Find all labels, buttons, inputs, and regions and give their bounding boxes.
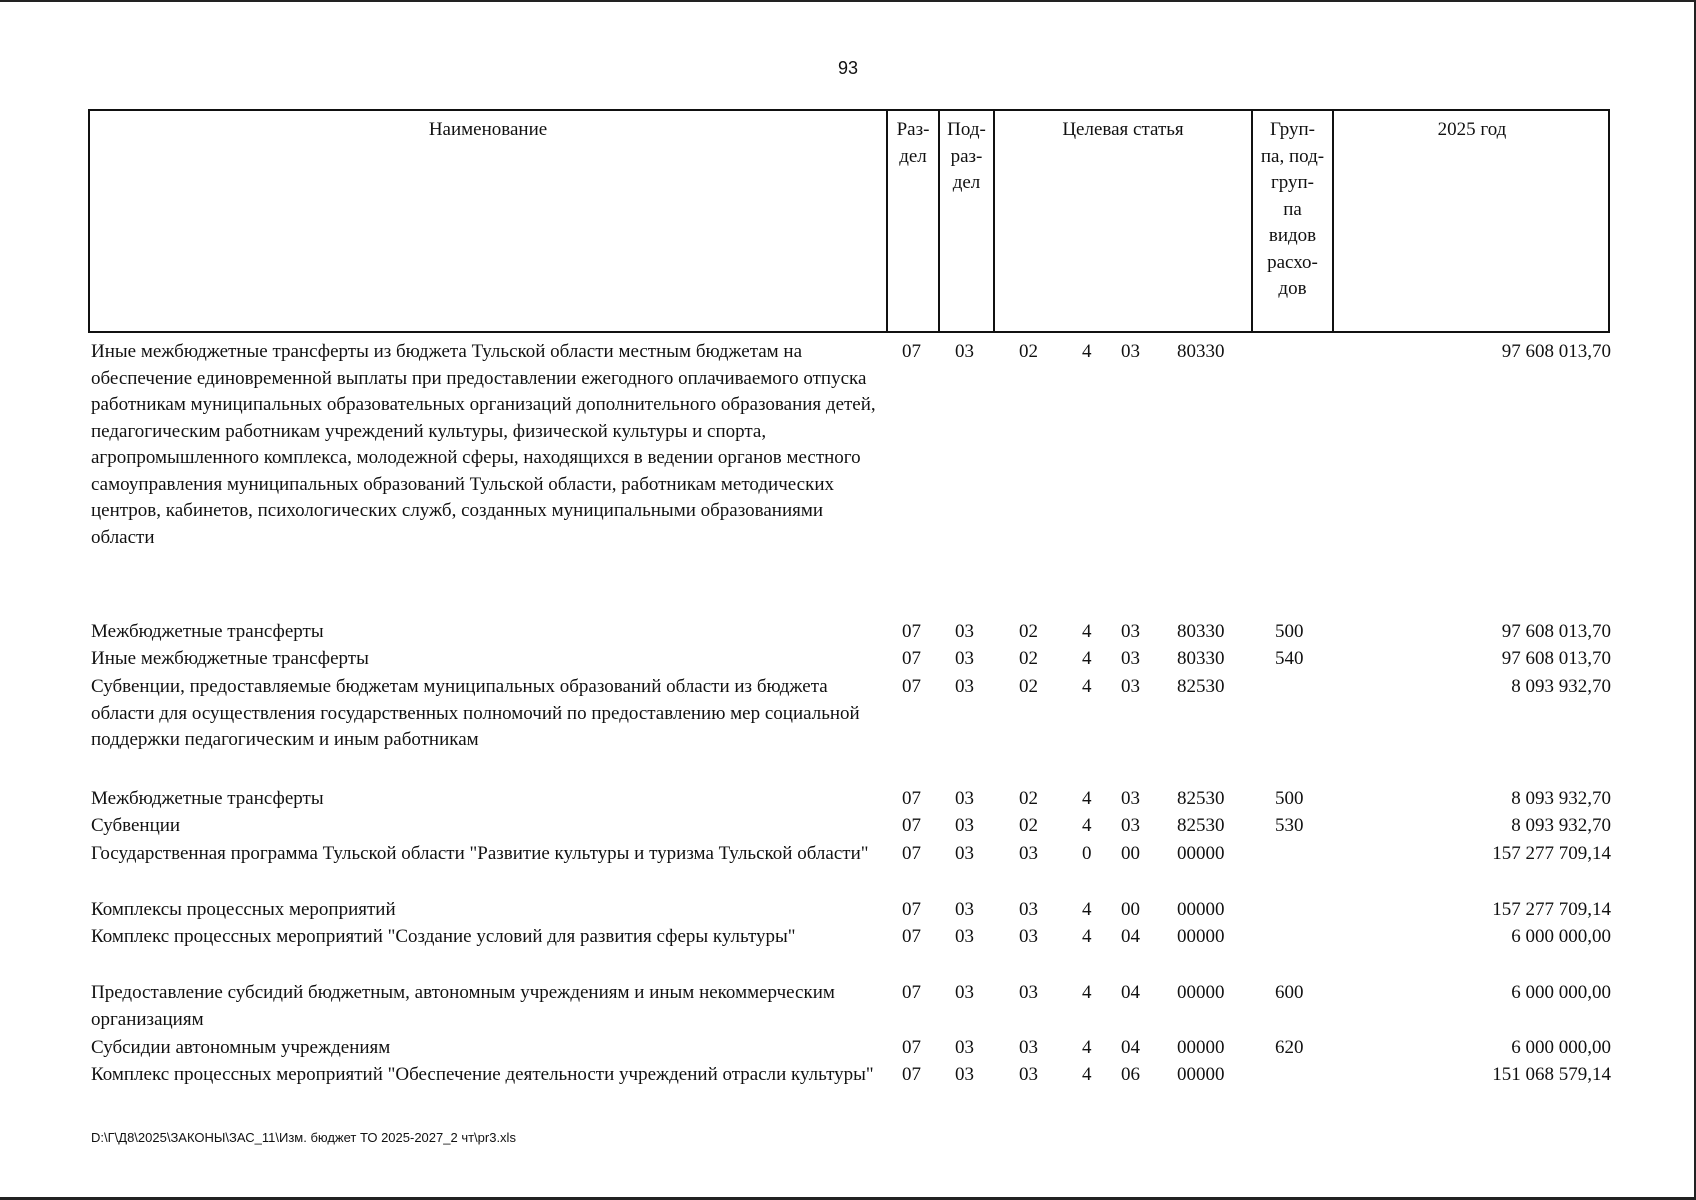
row-amount: 6 000 000,00 <box>1511 1037 1611 1058</box>
row-vid: 500 <box>1275 621 1304 642</box>
row-amount: 97 608 013,70 <box>1501 341 1611 362</box>
row-cs-program: 03 <box>1019 982 1038 1003</box>
row-cs-direction: 82530 <box>1177 815 1225 836</box>
row-name: Комплекс процессных мероприятий "Создание условий для развития сферы культуры" <box>91 926 796 947</box>
row-amount: 6 000 000,00 <box>1511 982 1611 1003</box>
header-podrazdel: Под- раз- дел <box>947 119 986 193</box>
row-razdel: 07 <box>902 982 921 1003</box>
page-number: 93 <box>837 58 859 78</box>
row-name: Межбюджетные трансферты <box>91 788 324 809</box>
scan-border-top <box>0 0 1696 2</box>
table-header <box>88 109 1610 333</box>
row-amount: 157 277 709,14 <box>1492 843 1611 864</box>
row-razdel: 07 <box>902 648 921 669</box>
row-cs-element: 03 <box>1121 621 1140 642</box>
row-razdel: 07 <box>902 341 921 362</box>
header-gruppa-vidov-rashodov: Груп- па, под- груп- па видов расхо- дов <box>1260 119 1325 299</box>
row-razdel: 07 <box>902 788 921 809</box>
row-cs-direction: 80330 <box>1177 341 1225 362</box>
row-razdel: 07 <box>902 899 921 920</box>
row-cs-program: 02 <box>1019 341 1038 362</box>
row-cs-program: 02 <box>1019 815 1038 836</box>
row-name: Межбюджетные трансферты <box>91 621 324 642</box>
row-cs-type: 4 <box>1082 648 1092 669</box>
row-razdel: 07 <box>902 843 921 864</box>
row-podrazdel: 03 <box>955 899 974 920</box>
row-cs-type: 4 <box>1082 982 1092 1003</box>
row-vid: 530 <box>1275 815 1304 836</box>
row-cs-element: 03 <box>1121 788 1140 809</box>
row-name: Комплекс процессных мероприятий "Обеспечение деятельности учреждений отрасли культуры" <box>91 1064 874 1085</box>
row-podrazdel: 03 <box>955 621 974 642</box>
header-name: Наименование <box>428 119 548 140</box>
row-name: Иные межбюджетные трансферты из бюджета Тульской области местным бюджетам на обеспечение единовременной выплаты при предоставлении ежегодного оплачиваемого отпуска работникам муниципальных образовательных организаций дополнительного образования детей, педагогическим работникам учреждений культуры, физической культуры и спорта, агропромышленного комплекса, молодежной сферы, находящихся в ведении органов местного самоуправления муниципальных образований Тульской области, работникам методических центров, кабинетов, психологических служб, созданных муниципальными образованиями области <box>91 341 876 548</box>
row-razdel: 07 <box>902 621 921 642</box>
row-vid: 540 <box>1275 648 1304 669</box>
header-celevaya-statya: Целевая статья <box>1062 119 1184 140</box>
row-vid: 620 <box>1275 1037 1304 1058</box>
row-razdel: 07 <box>902 815 921 836</box>
row-cs-element: 03 <box>1121 648 1140 669</box>
row-cs-direction: 00000 <box>1177 899 1225 920</box>
row-vid: 600 <box>1275 982 1304 1003</box>
row-amount: 8 093 932,70 <box>1511 815 1611 836</box>
row-razdel: 07 <box>902 1037 921 1058</box>
row-cs-element: 04 <box>1121 926 1140 947</box>
row-cs-type: 4 <box>1082 1064 1092 1085</box>
row-cs-type: 4 <box>1082 621 1092 642</box>
row-cs-element: 04 <box>1121 982 1140 1003</box>
row-amount: 97 608 013,70 <box>1501 621 1611 642</box>
row-cs-type: 4 <box>1082 926 1092 947</box>
row-cs-program: 02 <box>1019 621 1038 642</box>
row-name: Иные межбюджетные трансферты <box>91 648 369 669</box>
row-cs-direction: 80330 <box>1177 621 1225 642</box>
row-name: Государственная программа Тульской области "Развитие культуры и туризма Тульской области" <box>91 843 869 864</box>
row-cs-direction: 82530 <box>1177 676 1225 697</box>
row-cs-element: 03 <box>1121 341 1140 362</box>
row-cs-type: 4 <box>1082 788 1092 809</box>
row-amount: 6 000 000,00 <box>1511 926 1611 947</box>
row-razdel: 07 <box>902 1064 921 1085</box>
row-cs-direction: 00000 <box>1177 1064 1225 1085</box>
row-cs-program: 02 <box>1019 648 1038 669</box>
row-amount: 151 068 579,14 <box>1492 1064 1611 1085</box>
row-cs-element: 00 <box>1121 899 1140 920</box>
row-cs-element: 00 <box>1121 843 1140 864</box>
row-amount: 8 093 932,70 <box>1511 788 1611 809</box>
row-cs-direction: 80330 <box>1177 648 1225 669</box>
row-podrazdel: 03 <box>955 926 974 947</box>
header-year: 2025 год <box>1437 119 1507 140</box>
row-name: Субвенции, предоставляемые бюджетам муниципальных образований области из бюджета области для осуществления государственных полномочий по предоставлению мер социальной поддержки педагогическим и иным работникам <box>91 676 860 750</box>
row-cs-direction: 00000 <box>1177 1037 1225 1058</box>
row-podrazdel: 03 <box>955 341 974 362</box>
row-amount: 97 608 013,70 <box>1501 648 1611 669</box>
row-name: Предоставление субсидий бюджетным, автономным учреждениям и иным некоммерческим организациям <box>91 982 835 1030</box>
row-cs-program: 03 <box>1019 1037 1038 1058</box>
row-cs-direction: 00000 <box>1177 926 1225 947</box>
row-name: Комплексы процессных мероприятий <box>91 899 396 920</box>
row-cs-type: 4 <box>1082 341 1092 362</box>
row-name: Субвенции <box>91 815 181 836</box>
row-cs-program: 03 <box>1019 926 1038 947</box>
row-podrazdel: 03 <box>955 1037 974 1058</box>
row-podrazdel: 03 <box>955 1064 974 1085</box>
file-path-footer: D:\Г\Д8\2025\ЗАКОНЫ\ЗАС_11\Изм. бюджет ТО 2025-2027_2 чт\pr3.xls <box>91 1130 516 1145</box>
row-cs-element: 04 <box>1121 1037 1140 1058</box>
row-vid: 500 <box>1275 788 1304 809</box>
row-cs-program: 02 <box>1019 788 1038 809</box>
row-cs-type: 4 <box>1082 676 1092 697</box>
row-cs-type: 0 <box>1082 843 1092 864</box>
row-cs-program: 03 <box>1019 843 1038 864</box>
row-podrazdel: 03 <box>955 788 974 809</box>
row-cs-direction: 00000 <box>1177 982 1225 1003</box>
row-cs-program: 02 <box>1019 676 1038 697</box>
row-cs-element: 03 <box>1121 676 1140 697</box>
row-cs-element: 06 <box>1121 1064 1140 1085</box>
row-razdel: 07 <box>902 926 921 947</box>
row-name: Субсидии автономным учреждениям <box>91 1037 391 1058</box>
row-podrazdel: 03 <box>955 648 974 669</box>
row-podrazdel: 03 <box>955 815 974 836</box>
row-podrazdel: 03 <box>955 676 974 697</box>
row-cs-program: 03 <box>1019 1064 1038 1085</box>
row-cs-element: 03 <box>1121 815 1140 836</box>
row-cs-direction: 00000 <box>1177 843 1225 864</box>
row-razdel: 07 <box>902 676 921 697</box>
row-cs-direction: 82530 <box>1177 788 1225 809</box>
row-podrazdel: 03 <box>955 982 974 1003</box>
row-cs-type: 4 <box>1082 899 1092 920</box>
row-cs-program: 03 <box>1019 899 1038 920</box>
row-podrazdel: 03 <box>955 843 974 864</box>
row-cs-type: 4 <box>1082 815 1092 836</box>
row-amount: 157 277 709,14 <box>1492 899 1611 920</box>
header-razdel: Раз- дел <box>896 119 930 167</box>
row-amount: 8 093 932,70 <box>1511 676 1611 697</box>
row-cs-type: 4 <box>1082 1037 1092 1058</box>
